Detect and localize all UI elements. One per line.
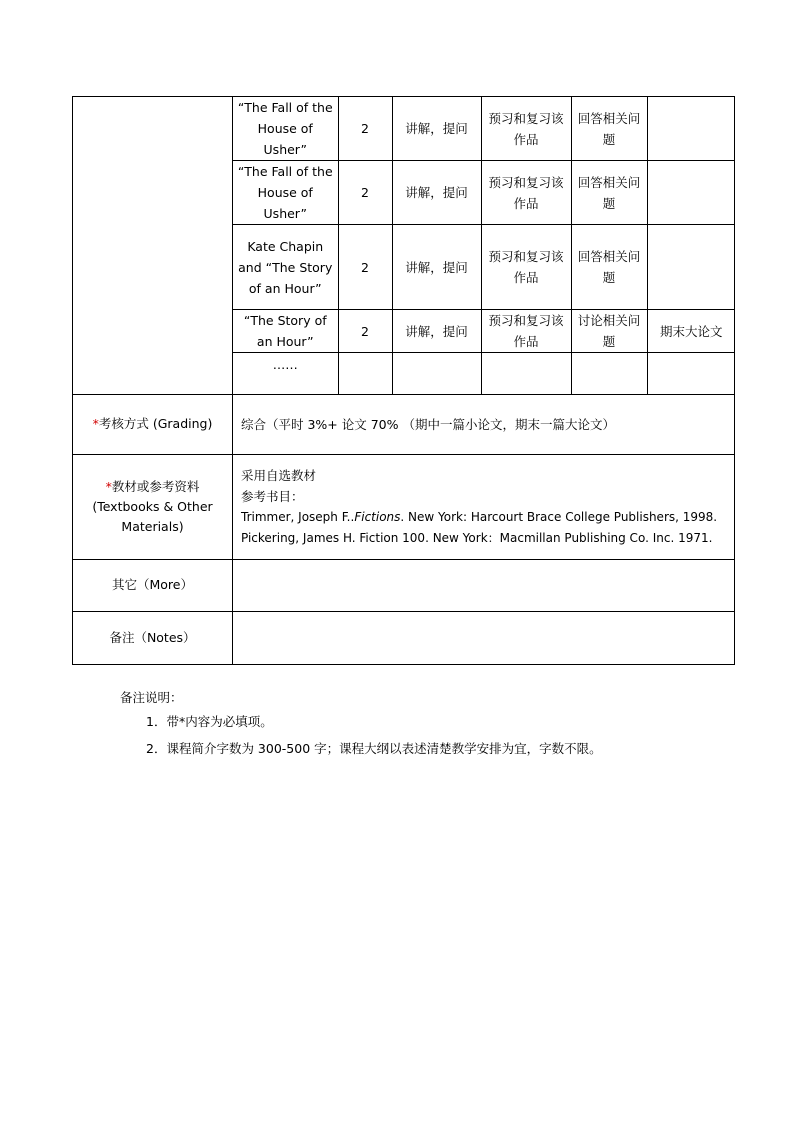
method-cell: 讲解，提问 <box>392 161 481 225</box>
more-label: 其它（More） <box>73 559 233 611</box>
method-cell <box>392 353 481 394</box>
hours-cell: 2 <box>338 310 392 353</box>
prep-cell: 预习和复习该作品 <box>481 97 571 161</box>
schedule-table <box>233 97 735 394</box>
reference-1: Trimmer, Joseph F..Fictions. New York: Harcourt Brace College Publishers, 1998. <box>241 509 718 524</box>
note-cell <box>647 225 735 310</box>
grading-label <box>73 394 233 454</box>
required-star: * <box>105 478 112 494</box>
task-cell: 回答相关问题 <box>571 225 647 310</box>
table-row <box>233 225 735 310</box>
grading-label-text: 考核方式 (Grading) <box>98 416 213 431</box>
table-row <box>233 353 735 394</box>
notes-item-2: 2．课程简介字数为 300-500 字；课程大纲以表述清楚教学安排为宜，字数不限。 <box>146 741 602 756</box>
materials-value <box>233 454 735 559</box>
note-cell <box>647 353 735 394</box>
more-row <box>73 559 735 611</box>
method-cell: 讲解，提问 <box>392 97 481 161</box>
hours-cell: 2 <box>338 225 392 310</box>
topic-cell: “The Fall of the House of Usher” <box>233 161 338 225</box>
schedule-cell <box>233 97 735 395</box>
remarks-row <box>73 611 735 664</box>
method-cell: 讲解，提问 <box>392 310 481 353</box>
task-cell: 回答相关问题 <box>571 161 647 225</box>
notes-title: 备注说明： <box>120 690 183 705</box>
notes-item-1: 1．带*内容为必填项。 <box>146 714 273 729</box>
note-cell <box>647 97 735 161</box>
materials-row <box>73 454 735 559</box>
required-star: * <box>92 416 99 431</box>
hours-cell: 2 <box>338 97 392 161</box>
reference-2: Pickering, James H. Fiction 100. New York：Macmillan Publishing Co. Inc. 1971. <box>241 530 713 545</box>
task-cell: 讨论相关问题 <box>571 310 647 353</box>
table-row <box>233 97 735 161</box>
remarks-label: 备注（Notes） <box>73 611 233 664</box>
topic-cell: Kate Chapin and “The Story of an Hour” <box>233 225 338 310</box>
materials-label-en: (Textbooks & Other Materials) <box>92 498 213 534</box>
prep-cell <box>481 353 571 394</box>
hours-cell <box>338 353 392 394</box>
materials-line2: 参考书目： <box>241 488 304 504</box>
remarks-value <box>233 611 735 664</box>
task-cell <box>571 353 647 394</box>
table-row <box>233 310 735 353</box>
note-cell: 期末大论文 <box>647 310 735 353</box>
schedule-label-cell <box>73 97 233 395</box>
materials-label-cn: *教材或参考资料 <box>105 478 200 494</box>
syllabus-table <box>72 96 735 665</box>
hours-cell: 2 <box>338 161 392 225</box>
note-cell <box>647 161 735 225</box>
task-cell: 回答相关问题 <box>571 97 647 161</box>
prep-cell: 预习和复习该作品 <box>481 225 571 310</box>
materials-label <box>73 454 233 559</box>
prep-cell: 预习和复习该作品 <box>481 161 571 225</box>
topic-cell: “The Fall of the House of Usher” <box>233 97 338 161</box>
materials-line1: 采用自选教材 <box>241 467 317 483</box>
schedule-row <box>73 97 735 395</box>
method-cell: 讲解，提问 <box>392 225 481 310</box>
prep-cell: 预习和复习该作品 <box>481 310 571 353</box>
topic-cell: …… <box>233 353 338 394</box>
topic-cell: “The Story of an Hour” <box>233 310 338 353</box>
grading-row <box>73 394 735 454</box>
table-row <box>233 161 735 225</box>
more-value <box>233 559 735 611</box>
grading-value: 综合（平时 3%+ 论文 70% （期中一篇小论文，期末一篇大论文） <box>233 394 735 454</box>
